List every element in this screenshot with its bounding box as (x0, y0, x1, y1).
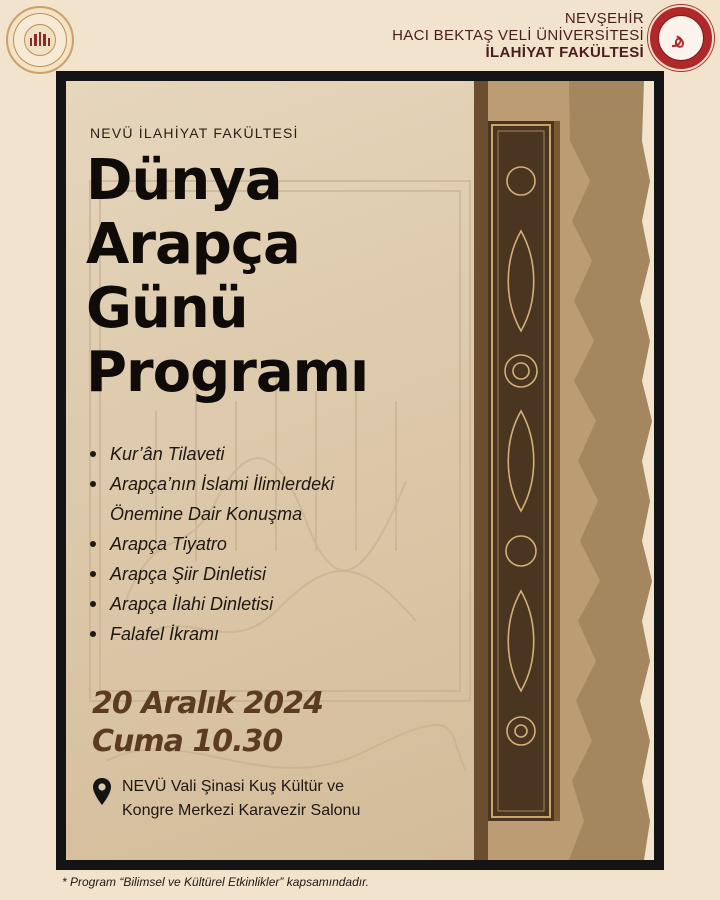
bullet-icon (90, 601, 96, 607)
event-date: 20 Aralık 2024 (92, 686, 323, 721)
faculty-logo-icon: ﻫ (648, 5, 714, 71)
footnote: * Program “Bilimsel ve Kültürel Etkinlikler” kapsamındadır. (62, 875, 369, 889)
university-header (392, 10, 644, 61)
list-item (90, 469, 334, 529)
bullet-icon (90, 451, 96, 457)
poster-faculty-name: NEVÜ İLAHİYAT FAKÜLTESİ (90, 125, 299, 141)
location-line: Kongre Merkezi Karavezir Salonu (122, 802, 361, 819)
list-item (90, 529, 334, 559)
bullet-icon (90, 631, 96, 637)
list-item-label: Kur’ân Tilaveti (110, 444, 225, 464)
title-line: Dünya (86, 148, 282, 213)
map-pin-icon (92, 777, 112, 807)
bullet-icon (90, 541, 96, 547)
event-time: Cuma 10.30 (92, 724, 283, 759)
list-item-label: Arapça Şiir Dinletisi (110, 564, 267, 584)
university-seal-icon (6, 6, 74, 74)
title-line: Arapça (86, 212, 300, 277)
list-item-label-continued: Önemine Dair Konuşma (110, 504, 303, 524)
header-faculty: İLAHİYAT FAKÜLTESİ (485, 44, 644, 61)
list-item-label: Arapça Tiyatro (110, 534, 227, 554)
ornament-border-image (474, 81, 654, 860)
poster-frame (56, 71, 664, 870)
list-item-label: Arapça’nın İslami İlimlerdeki (110, 474, 335, 494)
header-university: HACI BEKTAŞ VELİ ÜNİVERSİTESİ (392, 27, 644, 44)
list-item (90, 439, 334, 469)
bullet-icon (90, 481, 96, 487)
list-item (90, 589, 334, 619)
list-item-label: Falafel İkramı (110, 624, 220, 644)
poster-title (86, 149, 368, 405)
manuscript-illustration (474, 81, 654, 860)
list-item (90, 559, 334, 589)
program-list (90, 439, 334, 649)
list-item (90, 619, 334, 649)
title-line: Günü (86, 276, 248, 341)
bullet-icon (90, 571, 96, 577)
poster-content-panel (66, 81, 474, 860)
list-item-label: Arapça İlahi Dinletisi (110, 594, 274, 614)
event-datetime (92, 685, 323, 761)
event-location (92, 775, 360, 823)
title-line: Programı (86, 340, 369, 405)
location-line: NEVÜ Vali Şinasi Kuş Kültür ve (122, 778, 345, 795)
header-city: NEVŞEHİR (564, 10, 644, 27)
